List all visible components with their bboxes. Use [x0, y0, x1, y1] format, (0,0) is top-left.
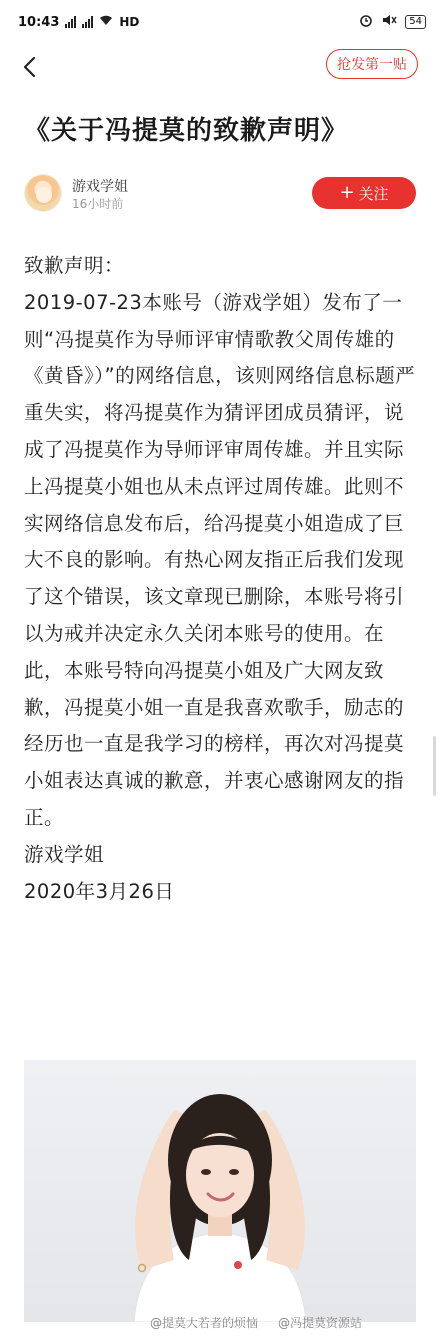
- back-arrow-icon[interactable]: [14, 52, 44, 82]
- author-name[interactable]: 游戏学姐: [72, 179, 128, 195]
- paragraph-signature: 游戏学姐: [24, 842, 105, 866]
- follow-button[interactable]: [312, 177, 416, 209]
- status-left: [18, 14, 139, 30]
- follow-label: 关注: [358, 184, 389, 203]
- scrollbar-thumb[interactable]: [433, 736, 436, 796]
- watermark-left: @提莫大若者的烦恼: [150, 1315, 259, 1330]
- article-photo[interactable]: [24, 1060, 416, 1322]
- portrait-image: [24, 1060, 416, 1322]
- paragraph-main: 2019-07-23本账号（游戏学姐）发布了一则“冯提莫作为导师评审情歌教父周传雄的《黄昏》）”的网络信息，该则网络信息标题严重失实，将冯提莫作为猜评团成员猜评，说成了冯提莫作为导师评审周传雄。并且实际上冯提莫小姐也从未点评过周传雄。此则不实网络信息发布后，给冯提莫小姐造成了巨大不良的影响。有热心网友指正后我们发现了这个错误，该文章现已删除，本账号将引以为戒并决定永久关闭本账号的使用。在此，本账号特向冯提莫小姐及广大网友致歉，冯提莫小姐一直是我喜欢歌手，励志的经历也一直是我学习的榜样，再次对冯提莫小姐表达真诚的歉意，并衷心感谢网友的指正。: [24, 290, 416, 829]
- battery-icon: 54: [405, 15, 426, 29]
- status-bar: [0, 0, 440, 44]
- article-title: 《关于冯提莫的致歉声明》: [24, 116, 349, 146]
- article-body: [24, 248, 420, 910]
- plus-icon: +: [339, 182, 355, 203]
- network-label: HD: [119, 15, 140, 29]
- signal-icon: [82, 16, 93, 28]
- watermark: [150, 1312, 440, 1332]
- signal-icon: [65, 16, 76, 28]
- status-right: [359, 13, 426, 31]
- post-time: 16小时前: [72, 197, 124, 211]
- watermark-right: @冯提莫资源站: [278, 1315, 363, 1330]
- paragraph-heading: 致歉声明：: [24, 254, 125, 277]
- status-time: 10:43: [18, 14, 60, 30]
- paragraph-date: 2020年3月26日: [24, 879, 175, 903]
- grab-sofa-button[interactable]: 抢发第一贴: [326, 49, 418, 79]
- avatar[interactable]: [24, 174, 62, 212]
- nav-bar: [0, 44, 440, 88]
- mute-icon: [381, 13, 397, 31]
- wifi-icon: [99, 14, 113, 30]
- alarm-icon: [359, 13, 373, 31]
- author-row: [24, 172, 416, 216]
